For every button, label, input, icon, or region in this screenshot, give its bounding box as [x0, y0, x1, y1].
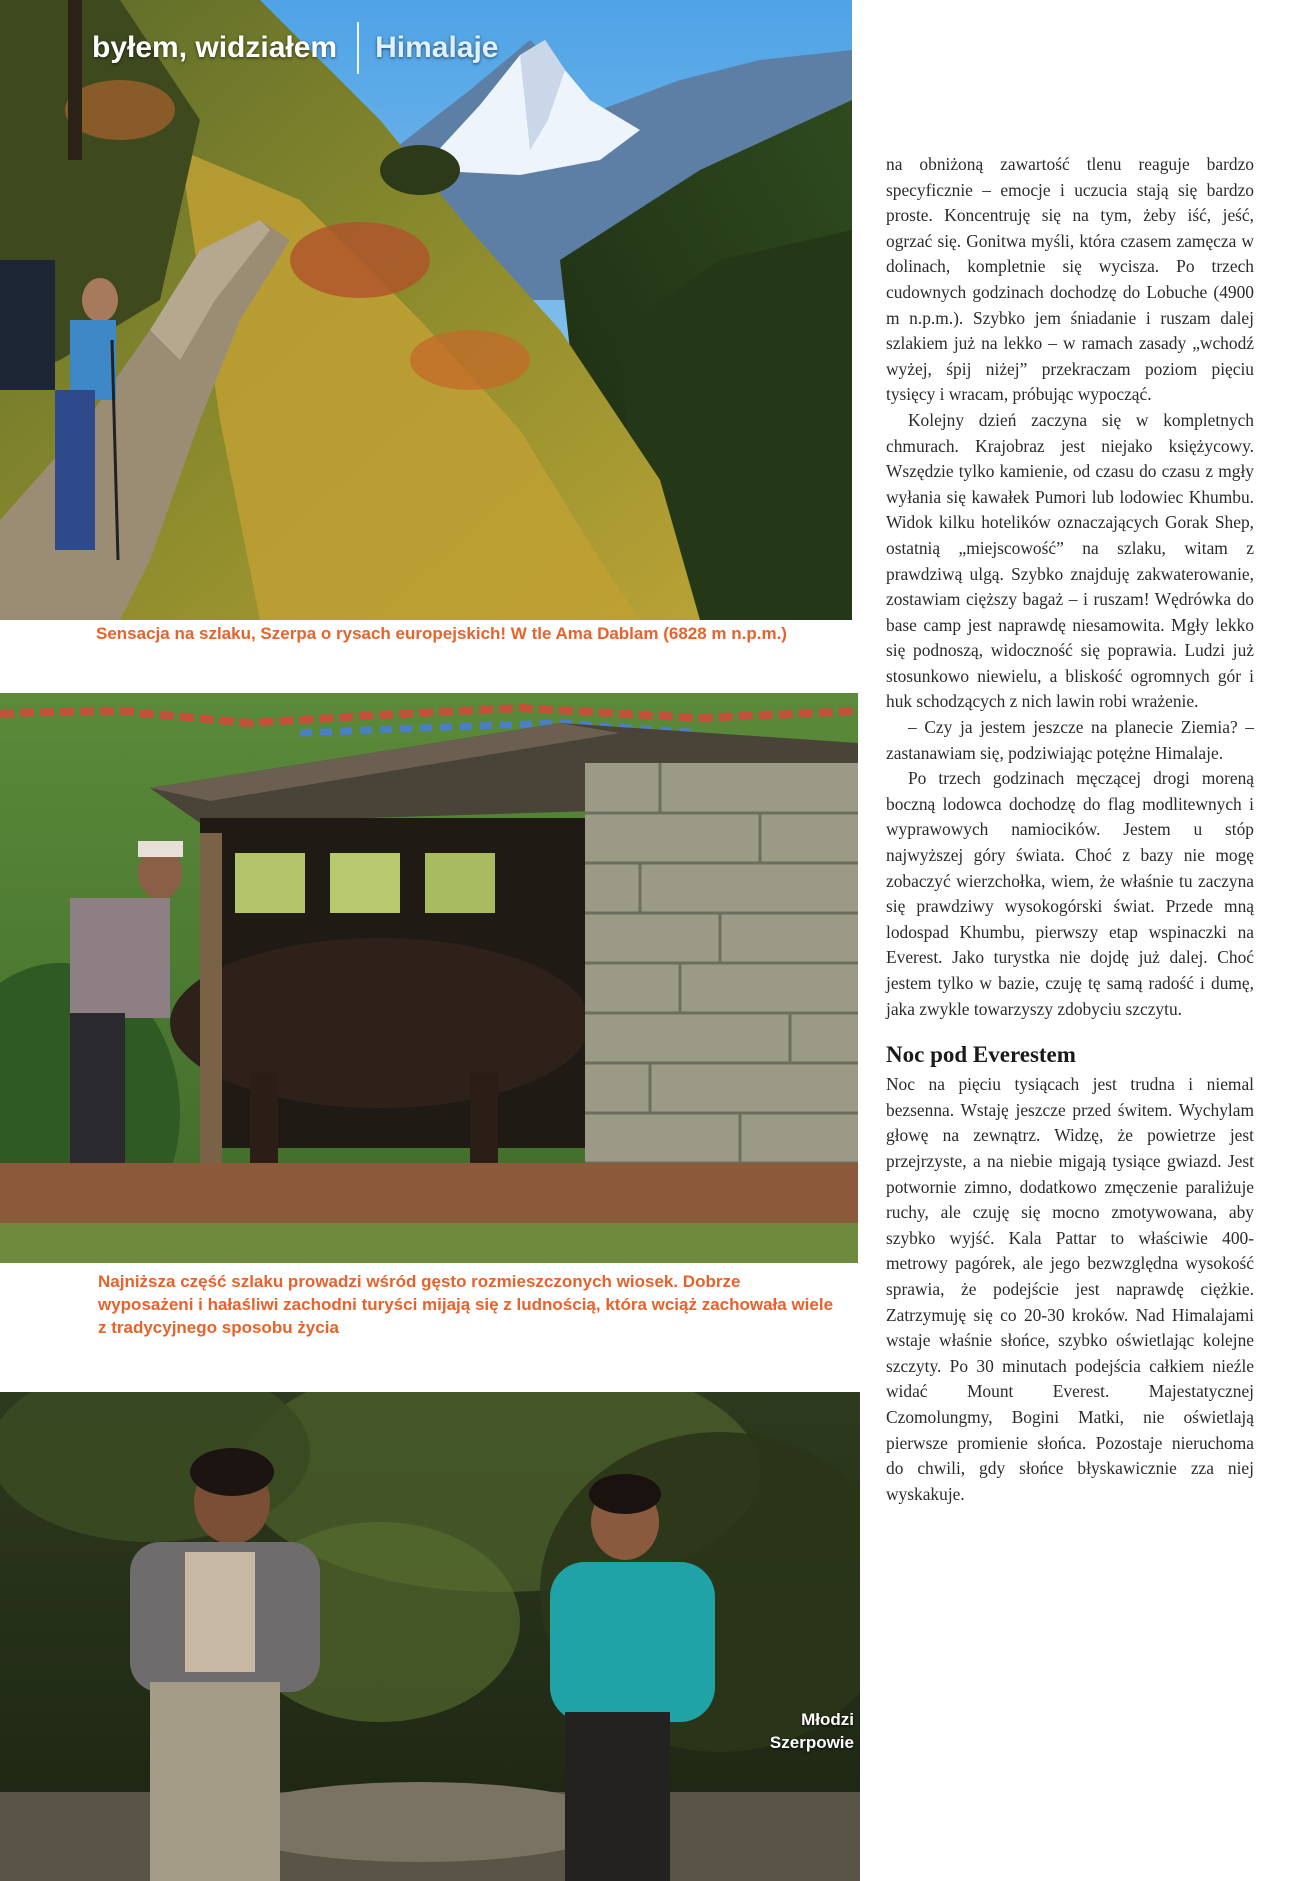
photo-young-sherpas: [0, 1392, 860, 1881]
section-heading: Noc pod Everestem: [886, 1042, 1076, 1068]
photo-mountain-trail: [0, 0, 852, 620]
caption-photo-2: Najniższa część szlaku prowadzi wśród gęsto rozmieszczonych wiosek. Dobrze wyposażeni i hałaśliwi zachodni turyści mijają się z ludnością, która wciąż zachowała wiele z tradycyjnego sposobu życia: [98, 1272, 834, 1337]
article-paragraph: na obniżoną zawartość tlenu reaguje bardzo specyficznie – emocje i uczucia stają się bardzo proste. Koncentruję się na tym, żeby iść, jeść, ogrzać się. Gonitwa myśli, która czasem zamęcza w dolinach, kompletnie się wycisza. Po trzech cudownych godzinach dochodzę do Lobuche (4900 m n.p.m.). Szybko jem śniadanie i ruszam dalej szlakiem już na lekko – w ramach zasady „wchodź wyżej, śpij niżej” przekraczam poziom pięciu tysięcy i wracam, próbując wypocząć.: [886, 154, 1254, 405]
caption-photo-1: Sensacja na szlaku, Szerpa o rysach europejskich! W tle Ama Dablam (6828 m n.p.m.): [96, 624, 787, 643]
article-paragraph: Po trzech godzinach męczącej drogi moreną boczną lodowca dochodzę do flag modlitewnych i wyprawowych namiocików. Jestem u stóp najwyższej góry świata. Choć z bazy nie mogę zobaczyć wierzchołka, wiem, że właśnie tu zaczyna się prawdziwy wysokogórski świat. Przede mną lodospad Khumbu, pierwszy etap wspinaczki na Everest. Jako turystka nie dojdę już dalej. Choć jestem tylko w bazie, czuję tę samą radość i dumę, jaka zwykle towarzyszy zdobyciu szczytu.: [886, 768, 1254, 1019]
section-label: byłem, widziałem: [92, 31, 338, 64]
article-paragraph: Kolejny dzień zaczyna się w kompletnych chmurach. Krajobraz jest niejako księżycowy. Wszędzie tylko kamienie, od czasu do czasu z mgły wyłania się kawałek Pumori lub lodowiec Khumbu. Widok kilku hotelików oznaczających Gorak Shep, ostatnią „miejscowość” na szlaku, witam z prawdziwą ulgą. Szybko znajduję zakwaterowanie, zostawiam cięższy bagaż – i ruszam! Wędrówka do base camp jest naprawdę niesamowita. Mgły lekko się podnoszą, widoczność się poprawia. Ludzi już stosunkowo niewielu, a bliskość ogromnych gór i huk schodzących z nich lawin robi wrażenie.: [886, 409, 1254, 712]
header-divider: [357, 22, 359, 74]
topic-label: Himalaje: [375, 31, 499, 64]
section-header: [92, 22, 499, 74]
article-column: [886, 152, 1254, 1507]
photo-village-yak: [0, 693, 858, 1263]
article-paragraph: Noc na pięciu tysiącach jest trudna i niemal bezsenna. Wstaję jeszcze przed świtem. Wychylam głowę na zewnątrz. Widzę, że powietrze jest przejrzyste, a na niebie migają tysiące gwiazd. Jest potwornie zimno, dodatkowo zmęczenie paraliżuje ruchy, ale czuję się mocno zmotywowana, aby szybko wyjść. Kala Pattar to właściwie 400-metrowy pagórek, ale jego bezwzględna wysokość sprawia, że podejście jest naprawdę ciężkie. Zatrzymuję się co 20-30 kroków. Nad Himalajami wstaje właśnie słońce, szybko oświetlając kolejne szczyty. Po 30 minutach podejścia całkiem nieźle widać Mount Everest. Majestatycznej Czomolungmy, Bogini Matki, nie oświetlają pierwsze promienie słońca. Pozostaje nieruchoma do chwili, gdy słońce błyskawicznie zza niej wyskakuje.: [886, 1074, 1254, 1504]
caption-photo-3: Młodzi Szerpowie: [769, 1710, 854, 1752]
article-paragraph: – Czy ja jestem jeszcze na planecie Ziemia? – zastanawiam się, podziwiając potężne Himalaje.: [886, 717, 1254, 763]
